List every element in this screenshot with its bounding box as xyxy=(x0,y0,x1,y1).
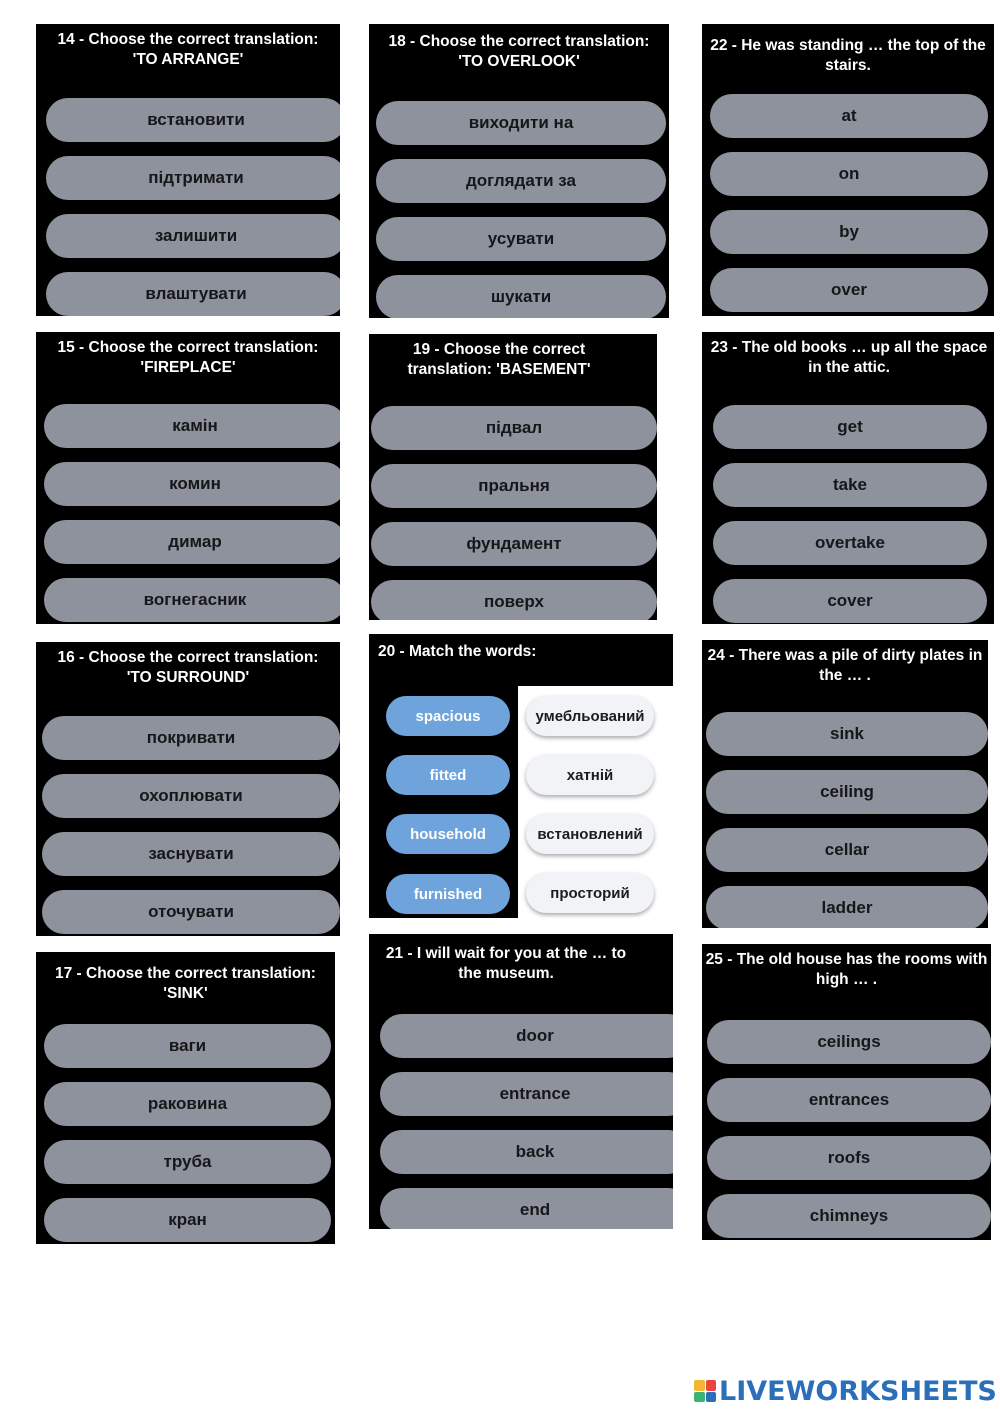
answer-option[interactable]: встановити xyxy=(46,98,340,142)
answer-option[interactable]: door xyxy=(380,1014,673,1058)
answer-option[interactable]: раковина xyxy=(44,1082,331,1126)
answer-option[interactable]: вогнегасник xyxy=(44,578,340,622)
answer-option[interactable]: влаштувати xyxy=(46,272,340,316)
match-left-chip[interactable]: fitted xyxy=(386,755,510,795)
answer-option[interactable]: end xyxy=(380,1188,673,1229)
answer-option[interactable]: виходити на xyxy=(376,101,666,145)
answer-option[interactable]: підтримати xyxy=(46,156,340,200)
answer-option[interactable]: пральня xyxy=(371,464,657,508)
answer-option[interactable]: усувати xyxy=(376,217,666,261)
answer-option[interactable]: оточувати xyxy=(42,890,340,934)
question-card-23 xyxy=(702,332,994,624)
question-text: 23 - The old books … up all the space in the attic. xyxy=(710,339,988,376)
question-card-24 xyxy=(702,640,988,928)
answer-option[interactable]: on xyxy=(710,152,988,196)
question-card-21 xyxy=(369,934,673,1229)
answer-option[interactable]: охоплювати xyxy=(42,774,340,818)
answer-option[interactable]: комин xyxy=(44,462,340,506)
question-text: 25 - The old house has the rooms with high … . xyxy=(705,951,988,988)
question-text: 22 - He was standing … the top of the stairs. xyxy=(710,37,986,74)
match-left-chip[interactable]: household xyxy=(386,814,510,854)
answer-option[interactable]: кран xyxy=(44,1198,331,1242)
question-text: 16 - Choose the correct translation: 'TO SURROUND' xyxy=(57,649,319,686)
answer-option[interactable]: at xyxy=(710,94,988,138)
answer-option[interactable]: back xyxy=(380,1130,673,1174)
answer-option[interactable]: фундамент xyxy=(371,522,657,566)
question-card-17 xyxy=(36,952,335,1244)
answer-option[interactable]: підвал xyxy=(371,406,657,450)
match-card-20 xyxy=(369,634,673,918)
match-left-chip[interactable]: furnished xyxy=(386,874,510,914)
answer-option[interactable]: over xyxy=(710,268,988,312)
answer-option[interactable]: by xyxy=(710,210,988,254)
answer-option[interactable]: ceilings xyxy=(707,1020,991,1064)
question-card-14 xyxy=(36,24,340,316)
question-card-16 xyxy=(36,642,340,936)
question-card-25 xyxy=(702,944,991,1240)
question-text: 14 - Choose the correct translation: 'TO ARRANGE' xyxy=(57,31,319,68)
answer-option[interactable]: камін xyxy=(44,404,340,448)
answer-option[interactable]: get xyxy=(713,405,987,449)
answer-option[interactable]: cellar xyxy=(706,828,988,872)
answer-option[interactable]: roofs xyxy=(707,1136,991,1180)
answer-option[interactable]: залишити xyxy=(46,214,340,258)
question-card-15 xyxy=(36,332,340,624)
answer-option[interactable]: поверх xyxy=(371,580,657,620)
answer-option[interactable]: cover xyxy=(713,579,987,623)
answer-option[interactable]: sink xyxy=(706,712,988,756)
answer-option[interactable]: chimneys xyxy=(707,1194,991,1238)
question-text: 21 - I will wait for you at the … to the museum. xyxy=(385,945,627,982)
answer-option[interactable]: ceiling xyxy=(706,770,988,814)
question-text: 24 - There was a pile of dirty plates in the … . xyxy=(707,647,983,684)
answer-option[interactable]: overtake xyxy=(713,521,987,565)
question-card-18 xyxy=(369,24,669,318)
answer-option[interactable]: труба xyxy=(44,1140,331,1184)
match-right-chip[interactable]: просторий xyxy=(526,873,654,913)
question-text: 18 - Choose the correct translation: 'TO OVERLOOK' xyxy=(388,33,650,70)
match-right-chip[interactable]: хатній xyxy=(526,755,654,795)
answer-option[interactable]: димар xyxy=(44,520,340,564)
answer-option[interactable]: ladder xyxy=(706,886,988,928)
answer-option[interactable]: шукати xyxy=(376,275,666,318)
answer-option[interactable]: entrance xyxy=(380,1072,673,1116)
question-card-19 xyxy=(369,334,657,620)
question-text: 15 - Choose the correct translation: 'FIREPLACE' xyxy=(57,339,319,376)
match-right-chip[interactable]: умебльований xyxy=(526,696,654,736)
answer-option[interactable]: ваги xyxy=(44,1024,331,1068)
answer-option[interactable]: доглядати за xyxy=(376,159,666,203)
answer-option[interactable]: заснувати xyxy=(42,832,340,876)
liveworksheets-logo-icon xyxy=(694,1380,716,1402)
question-card-22 xyxy=(702,24,994,316)
match-left-chip[interactable]: spacious xyxy=(386,696,510,736)
brand-name: LIVEWORKSHEETS xyxy=(719,1375,997,1407)
question-text: 17 - Choose the correct translation: 'SINK' xyxy=(55,965,316,1002)
match-right-chip[interactable]: встановлений xyxy=(526,814,654,854)
question-text: 20 - Match the words: xyxy=(378,643,537,660)
liveworksheets-logo xyxy=(694,1374,997,1408)
answer-option[interactable]: покривати xyxy=(42,716,340,760)
question-text: 19 - Choose the correct translation: 'BASEMENT' xyxy=(407,341,591,378)
answer-option[interactable]: take xyxy=(713,463,987,507)
answer-option[interactable]: entrances xyxy=(707,1078,991,1122)
